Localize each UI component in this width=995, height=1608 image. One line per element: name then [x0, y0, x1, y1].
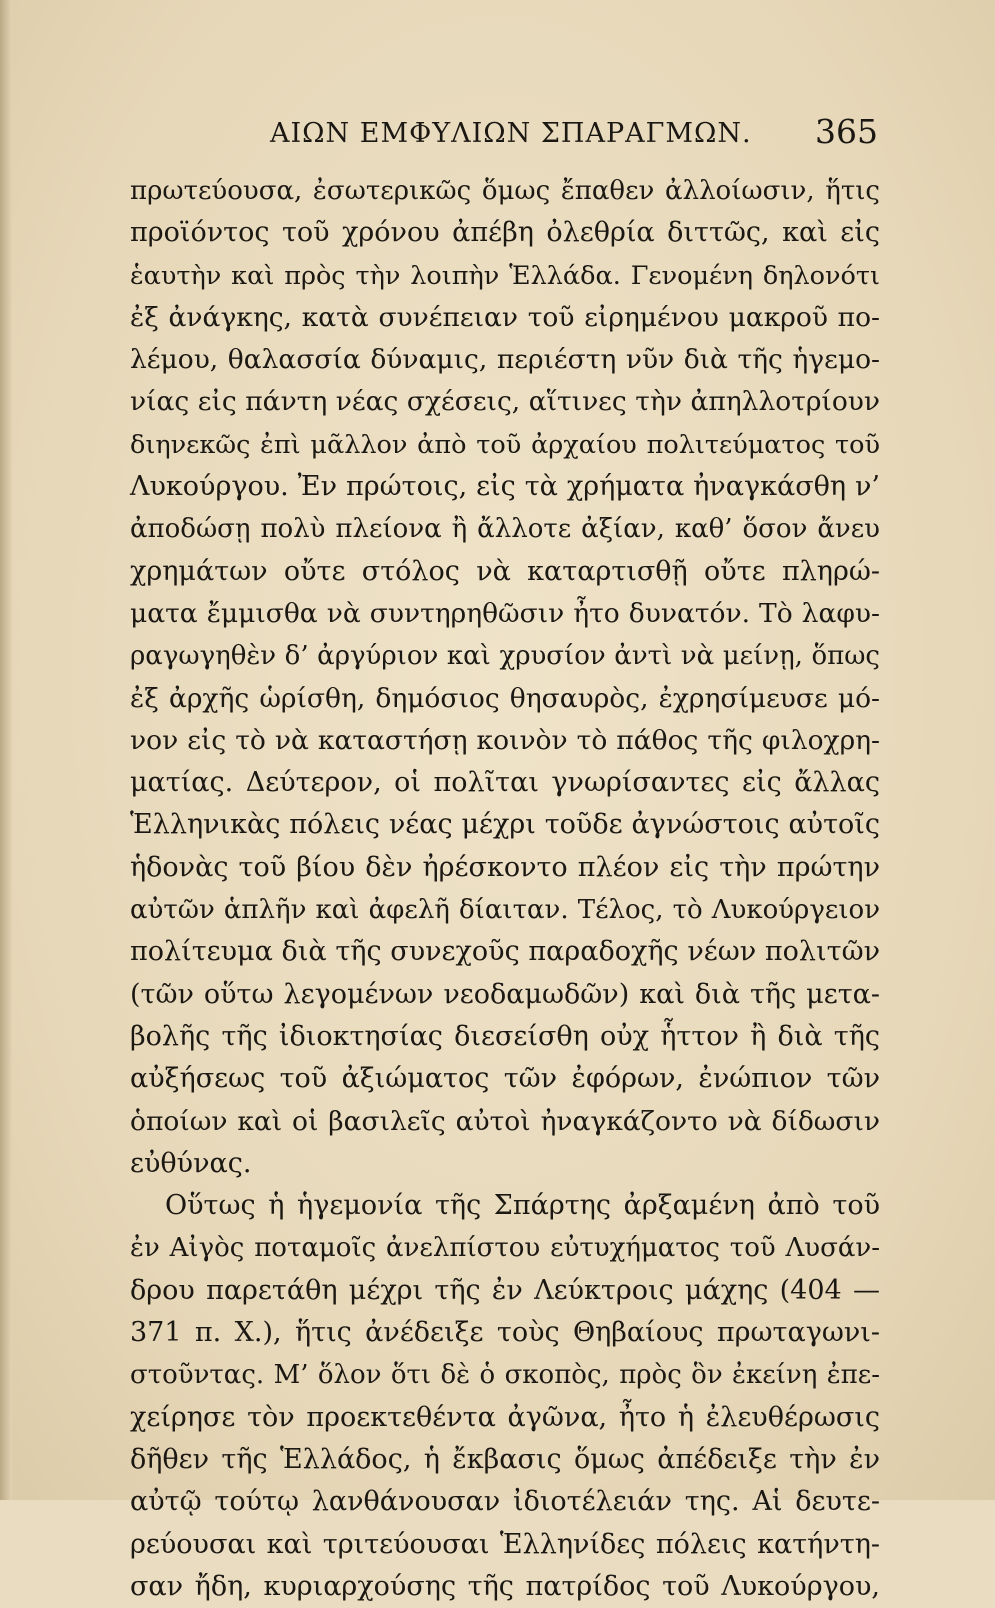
text-line: ρεύουσαι καὶ τριτεύουσαι Ἑλληνίδες πόλεις κατήντη-	[130, 1528, 880, 1560]
running-title: ΑΙΩΝ ΕΜΦΥΛΙΩΝ ΣΠΑΡΑΓΜΩΝ.	[270, 118, 752, 149]
text-line: 371 π. Χ.), ἥτις ἀνέδειξε τοὺς Θηβαίους πρωταγωνι-	[130, 1317, 880, 1349]
text-line: Λυκούργου. Ἐν πρώτοις, εἰς τὰ χρήματα ἠναγκάσθη ν’	[130, 471, 880, 503]
text-line: ἑαυτὴν καὶ πρὸς τὴν λοιπὴν Ἑλλάδα. Γενομένη δηλονότι	[130, 260, 880, 291]
text-line: στοῦντας. Μ’ ὅλον ὅτι δὲ ὁ σκοπὸς, πρὸς ὃν ἐκείνη ἐπε-	[130, 1360, 880, 1391]
text-line: λέμου, θαλασσία δύναμις, περιέστη νῦν διὰ τῆς ἡγεμο-	[130, 344, 880, 376]
text-line: ματα ἔμμισθα νὰ συντηρηθῶσιν ἦτο δυνατόν. Τὸ λαφυ-	[130, 597, 880, 629]
text-line: ματίας. Δεύτερον, οἱ πολῖται γνωρίσαντες εἰς ἄλλας	[130, 767, 880, 799]
text-line: αὐτῷ τούτῳ λανθάνουσαν ἰδιοτέλειάν της. Αἱ δευτε-	[130, 1486, 880, 1518]
text-line: (τῶν οὕτω λεγομένων νεοδαμωδῶν) καὶ διὰ τῆς μετα-	[130, 978, 880, 1010]
text-line: αὐξήσεως τοῦ ἀξιώματος τῶν ἐφόρων, ἐνώπιον τῶν	[130, 1063, 880, 1095]
text-line: δρου παρετάθη μέχρι τῆς ἐν Λεύκτροις μάχης (404 —	[130, 1274, 880, 1306]
text-line: νίας εἰς πάντη νέας σχέσεις, αἵτινες τὴν ἀπηλλοτρίουν	[130, 386, 880, 418]
text-line: προϊόντος τοῦ χρόνου ἀπέβη ὀλεθρία διττῶς, καὶ εἰς	[130, 217, 880, 249]
text-line: Οὕτως ἡ ἡγεμονία τῆς Σπάρτης ἀρξαμένη ἀπὸ τοῦ	[165, 1190, 880, 1222]
body-text	[130, 170, 880, 1608]
text-line: αὐτῶν ἁπλῆν καὶ ἀφελῆ δίαιταν. Τέλος, τὸ Λυκούργειον	[130, 895, 880, 926]
text-line: ἐν Αἰγὸς ποταμοῖς ἀνελπίστου εὐτυχήματος τοῦ Λυσάν-	[130, 1233, 880, 1264]
page-header	[130, 112, 878, 162]
text-line: βολῆς τῆς ἰδιοκτησίας διεσείσθη οὐχ ἧττον ἢ διὰ τῆς	[130, 1020, 880, 1052]
page-number: 365	[815, 112, 878, 151]
text-line: εὐθύνας.	[130, 1147, 252, 1179]
text-line: διηνεκῶς ἐπὶ μᾶλλον ἀπὸ τοῦ ἀρχαίου πολιτεύματος τοῦ	[130, 429, 880, 460]
text-line: Ἑλληνικὰς πόλεις νέας μέχρι τοῦδε ἀγνώστοις αὐτοῖς	[130, 809, 880, 841]
text-line: ὁποίων καὶ οἱ βασιλεῖς αὐτοὶ ἠναγκάζοντο νὰ δίδωσιν	[130, 1105, 880, 1137]
page-spine-shadow	[0, 0, 12, 1500]
text-line: ἐξ ἀρχῆς ὡρίσθη, δημόσιος θησαυρὸς, ἐχρησίμευσε μό-	[130, 682, 880, 714]
text-line: σαν ἤδη, κυριαρχούσης τῆς πατρίδος τοῦ Λυκούργου,	[130, 1570, 880, 1602]
text-line: ἡδονὰς τοῦ βίου δὲν ἠρέσκοντο πλέον εἰς τὴν πρώτην	[130, 851, 880, 883]
text-line: χρημάτων οὔτε στόλος νὰ καταρτισθῇ οὔτε πληρώ-	[130, 555, 880, 587]
text-line: πολίτευμα διὰ τῆς συνεχοῦς παραδοχῆς νέων πολιτῶν	[130, 936, 880, 968]
paragraph-1	[130, 170, 880, 1185]
text-line: ἀποδώσῃ πολὺ πλείονα ἢ ἄλλοτε ἀξίαν, καθ’ ὅσον ἄνευ	[130, 514, 880, 545]
text-line: νον εἰς τὸ νὰ καταστήσῃ κοινὸν τὸ πάθος τῆς φιλοχρη-	[130, 724, 880, 756]
text-line: ραγωγηθὲν δ’ ἀργύριον καὶ χρυσίον ἀντὶ νὰ μείνῃ, ὅπως	[130, 641, 880, 672]
paragraph-2	[130, 1185, 880, 1608]
text-line: δῆθεν τῆς Ἑλλάδος, ἡ ἔκβασις ὅμως ἀπέδειξε τὴν ἐν	[130, 1443, 880, 1475]
text-line: ἐξ ἀνάγκης, κατὰ συνέπειαν τοῦ εἰρημένου μακροῦ πο-	[130, 301, 880, 333]
text-line: πρωτεύουσα, ἐσωτερικῶς ὅμως ἔπαθεν ἀλλοίωσιν, ἥτις	[130, 176, 880, 206]
text-line: χείρησε τὸν προεκτεθέντα ἀγῶνα, ἦτο ἡ ἐλευθέρωσις	[130, 1401, 880, 1433]
